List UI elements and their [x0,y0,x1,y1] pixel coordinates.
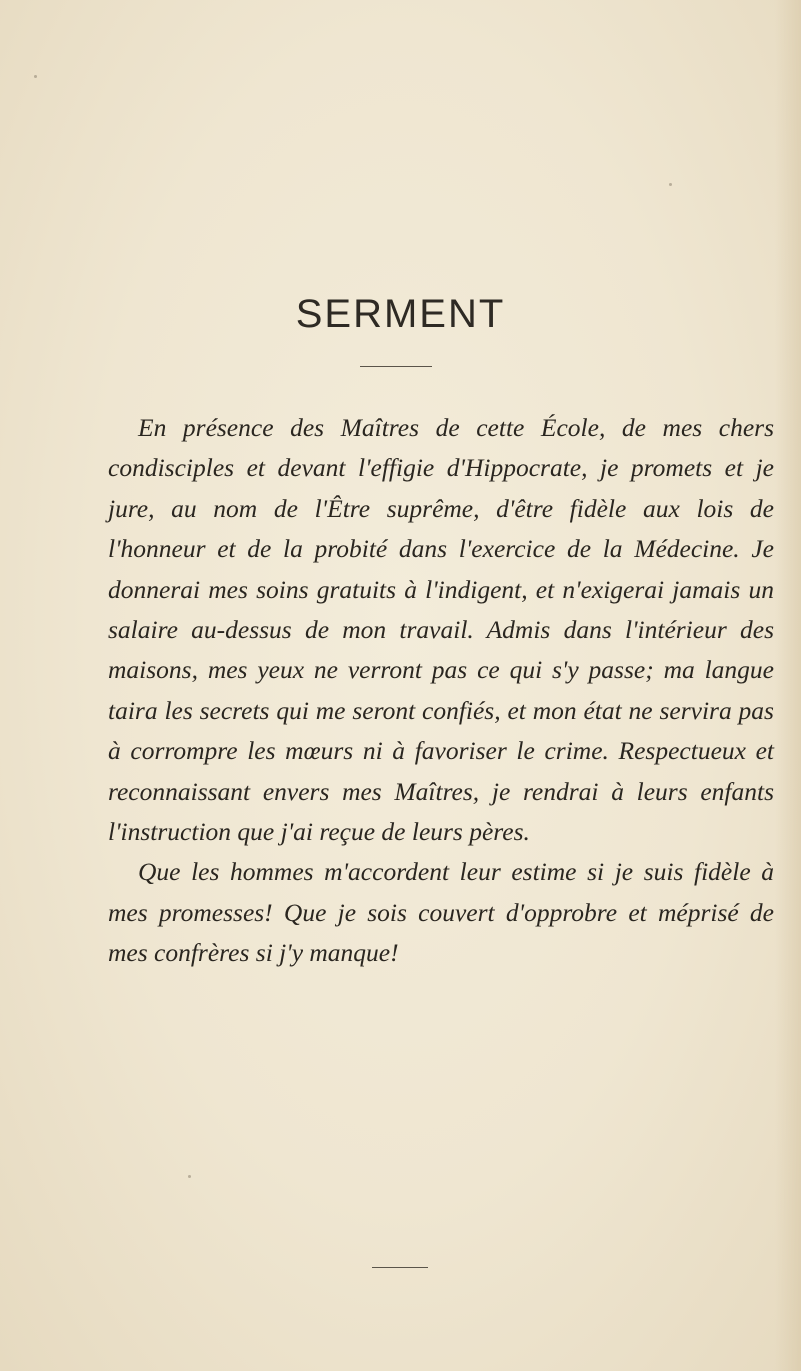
oath-paragraph: En présence des Maîtres de cette École, de mes chers condisciples et devant l'effigie d'Hippocrate, je promets et je jure, au nom de l'Être suprême, d'être fidèle aux lois de l'honneur et de la probité dans l'exercice de la Médecine. Je donnerai mes soins gratuits à l'indigent, et n'exigerai jamais un salaire au-dessus de mon travail. Admis dans l'intérieur des maisons, mes yeux ne verront pas ce qui s'y passe; ma langue taira les secrets qui me seront confiés, et mon état ne servira pas à corrompre les mœurs ni à favoriser le crime. Respectueux et reconnaissant envers mes Maîtres, je rendrai à leurs enfants l'instruction que j'ai reçue de leurs pères. [108,413,774,847]
paper-speck [188,1175,191,1178]
oath-paragraph: Que les hommes m'accordent leur estime si je suis fidèle à mes promesses! Que je sois couvert d'opprobre et méprisé de mes confrères si j'y manque! [108,857,774,968]
oath-text [108,408,774,974]
closing-divider [372,1267,428,1268]
paper-speck [34,75,37,78]
title-divider [360,366,432,367]
page-edge-shadow [775,0,801,1371]
page-title: SERMENT [295,292,506,336]
paper-speck [669,183,672,186]
